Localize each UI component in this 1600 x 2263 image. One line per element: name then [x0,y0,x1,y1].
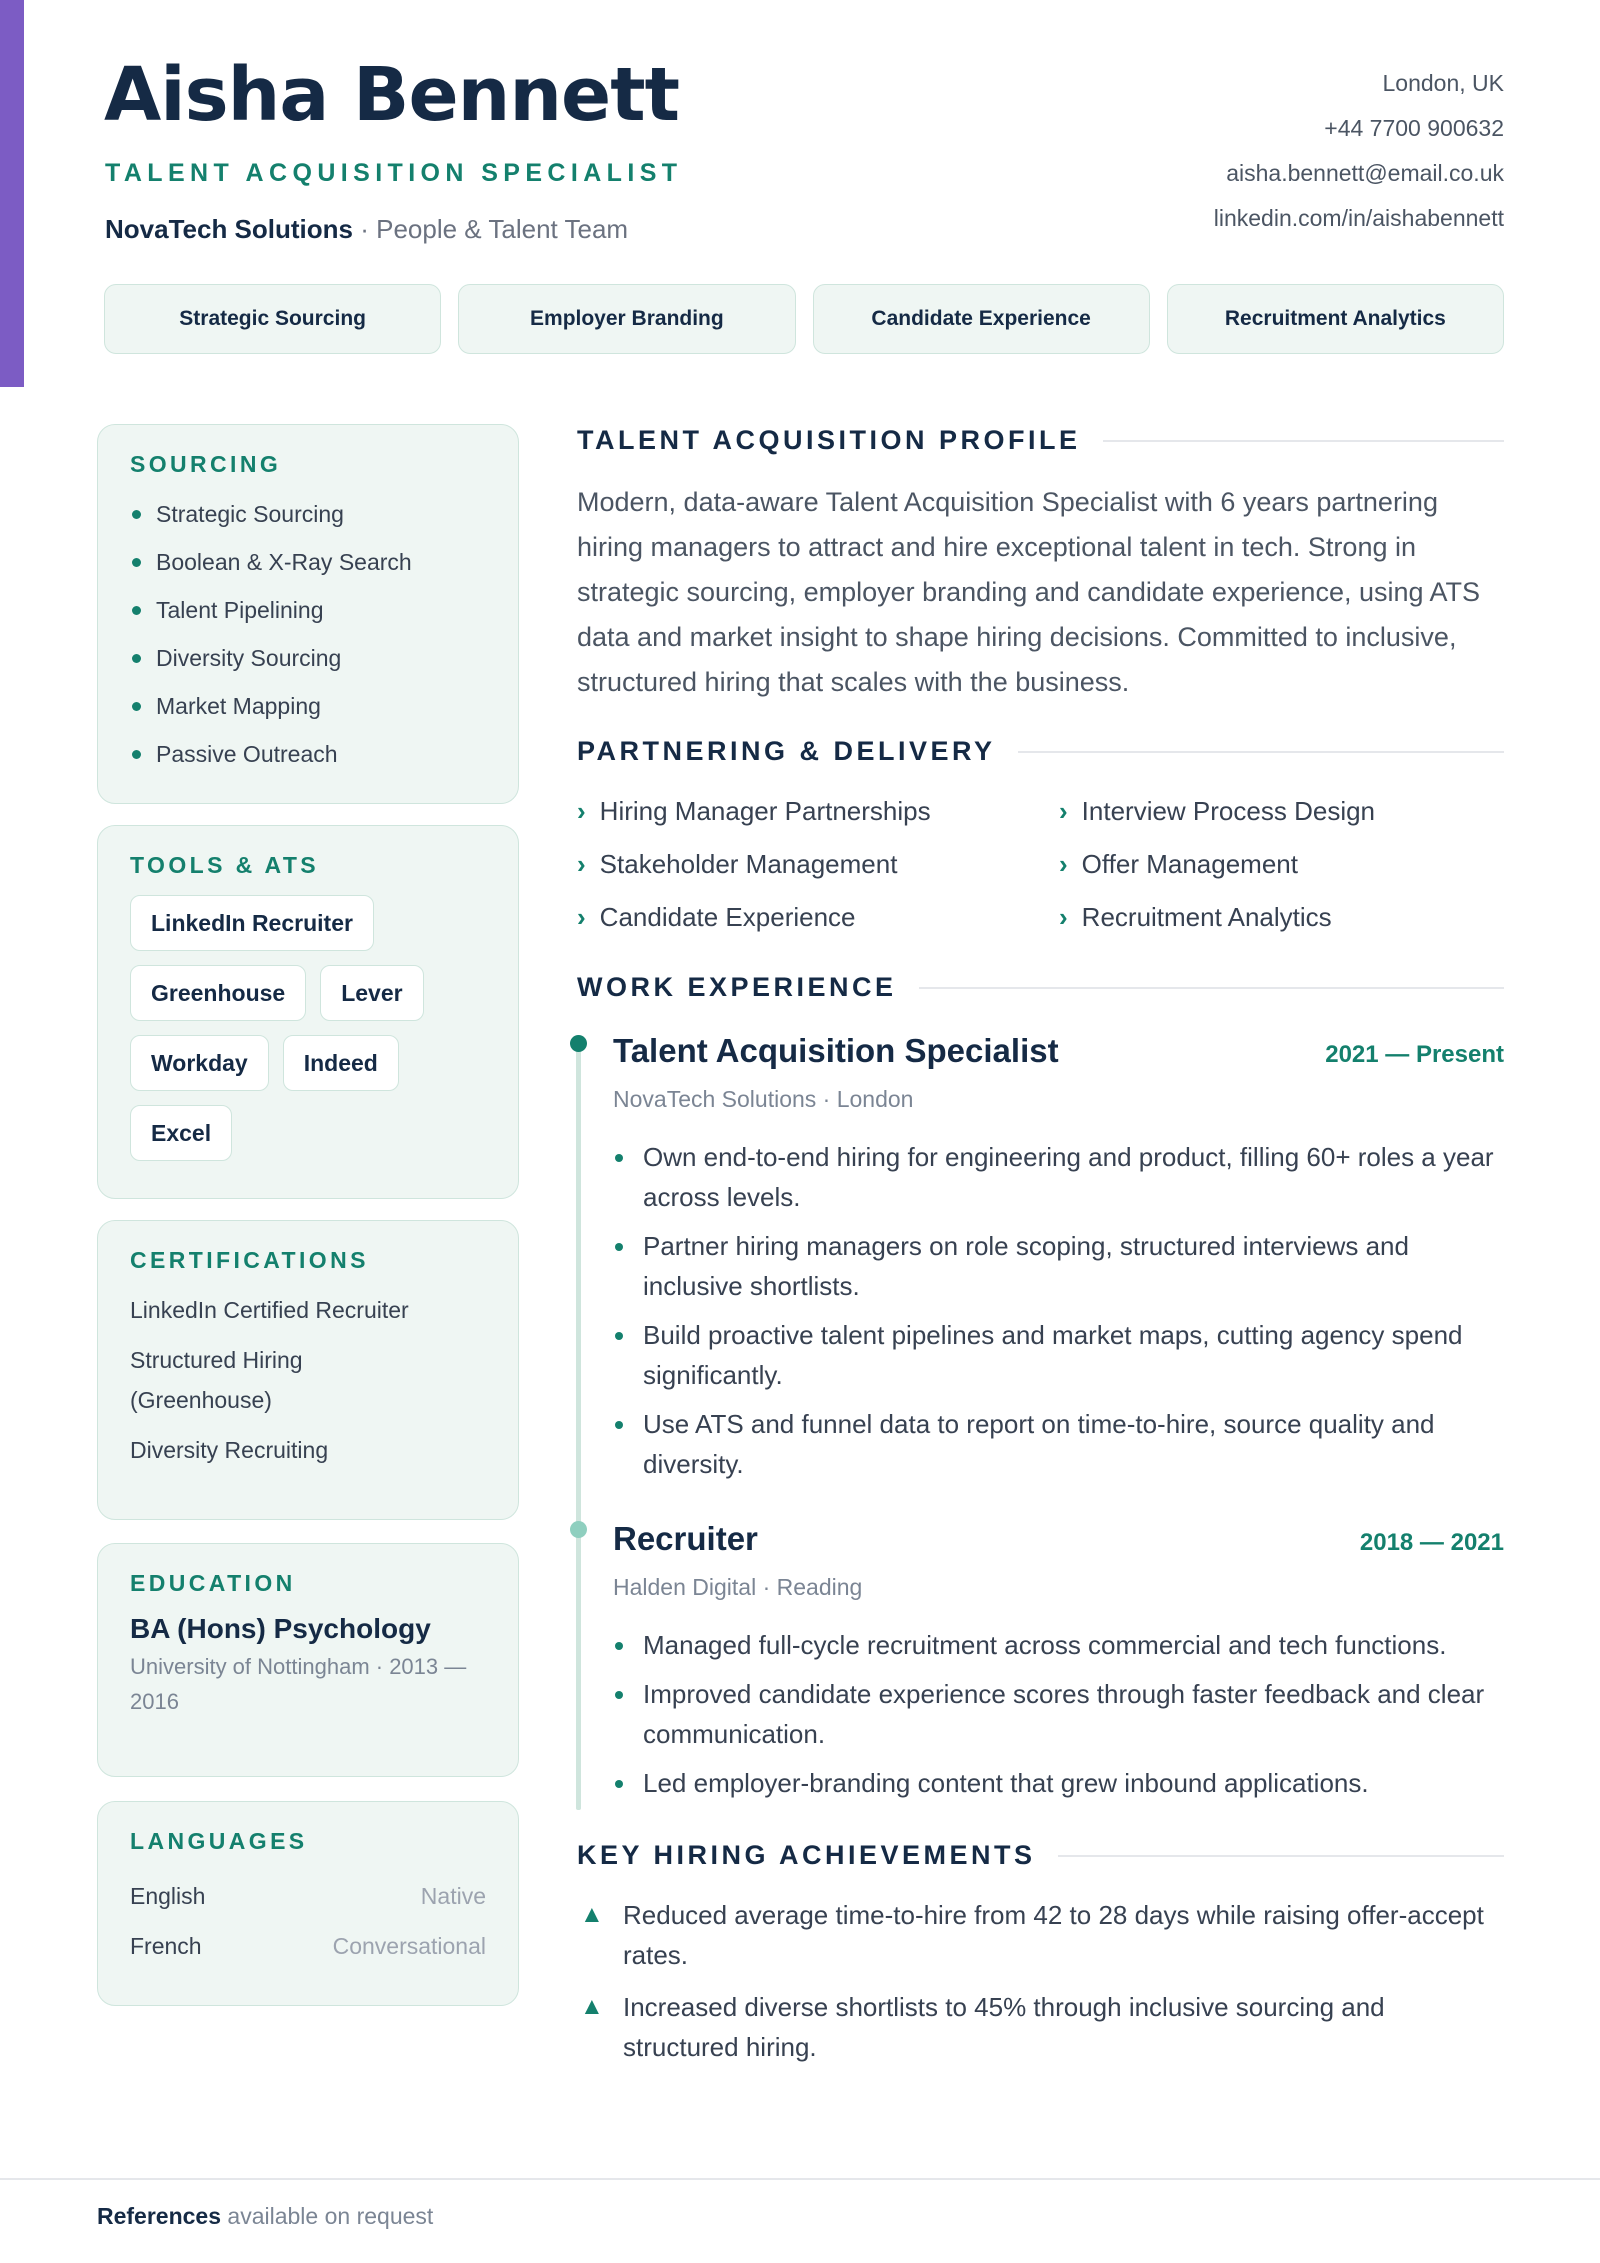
job-entry [613,1520,1504,1812]
company-line [105,214,628,245]
achievements-title: KEY HIRING ACHIEVEMENTS [577,1840,1036,1870]
profile-text: Modern, data-aware Talent Acquisition Specialist with 6 years partnering hiring managers to attract and hire exceptional talent in tech. Strong in strategic sourcing, employer branding and candidate experience, using ATS data and market insight to shape hiring decisions. Committed to inclusive, structured hiring that scales with the business. [577,487,1481,697]
list-item: Improved candidate experience scores through faster feedback and clear communication. [613,1674,1504,1754]
chevron-right-icon: › [1059,849,1068,879]
job-meta: Halden Digital · Reading [613,1574,863,1600]
footer-divider [0,2178,1600,2180]
tool-tag: Workday [130,1035,269,1091]
chevron-right-icon: › [1059,796,1068,826]
job-header [613,1032,1504,1070]
achievement-text: Reduced average time-to-hire from 42 to 28 days while raising offer-accept rates. [623,1900,1484,1970]
chevron-right-icon: › [577,902,586,932]
sourcing-title: SOURCING [130,451,282,477]
candidate-name: Aisha Bennett [104,52,679,138]
job-dates: 2018 — 2021 [1359,1529,1504,1556]
education-card [97,1543,519,1777]
triangle-up-icon: ▲ [580,1993,604,2020]
tool-tag: Indeed [283,1035,399,1091]
tool-tag: LinkedIn Recruiter [130,895,374,951]
achievement-item [577,1895,1504,1975]
divider [1018,751,1504,753]
list-item: Talent Pipelining [130,590,486,638]
achievements-heading [577,1840,1504,1871]
skill-chip: Recruitment Analytics [1167,284,1504,354]
certification-item: LinkedIn Certified Recruiter [130,1297,409,1323]
chevron-right-icon: › [1059,902,1068,932]
contact-email[interactable]: aisha.bennett@email.co.uk [1226,160,1504,186]
achievement-item [577,1987,1504,2067]
language-name: French [130,1933,202,1959]
education-school: University of Nottingham · 2013 — 2016 [130,1654,467,1714]
accent-bar [0,0,24,387]
footer-text: available on request [221,2203,434,2229]
list-item: Strategic Sourcing [130,494,486,542]
list-item: Passive Outreach [130,734,486,782]
partnering-item [577,843,1059,886]
tool-tag: Greenhouse [130,965,306,1021]
education-degree: BA (Hons) Psychology [130,1613,431,1644]
job-title: Talent Acquisition Specialist [613,1032,1059,1069]
languages-card [97,1801,519,2006]
profile-title: TALENT ACQUISITION PROFILE [577,425,1081,455]
chevron-right-icon: › [577,796,586,826]
list-item: Market Mapping [130,686,486,734]
partnering-label: Offer Management [1081,849,1298,879]
language-name: English [130,1883,206,1909]
partnering-item [1059,843,1504,886]
list-item: Own end-to-end hiring for engineering and product, filling 60+ roles a year across levels. [613,1137,1504,1217]
contact-block [1214,70,1504,250]
divider [1058,1855,1504,1857]
sourcing-card [97,424,519,804]
partnering-grid [577,790,1504,939]
contact-location: London, UK [1382,70,1504,96]
partnering-heading [577,736,1504,767]
profile-heading [577,425,1504,456]
partnering-label: Recruitment Analytics [1081,902,1332,932]
experience-heading [577,972,1504,1003]
tools-tags [130,895,460,1161]
list-item: Led employer-branding content that grew inbound applications. [613,1763,1504,1803]
list-item: Diversity Sourcing [130,638,486,686]
list-item: Use ATS and funnel data to report on time-to-hire, source quality and diversity. [613,1404,1504,1484]
language-row [130,1921,486,1971]
language-row [130,1871,486,1921]
job-meta: NovaTech Solutions · London [613,1086,914,1112]
certifications-title: CERTIFICATIONS [130,1247,369,1273]
footer-bold: References [97,2203,222,2229]
timeline-line [576,1042,581,1810]
certification-item: Structured Hiring (Greenhouse) [130,1347,303,1413]
team-name: · People & Talent Team [353,214,629,244]
partnering-label: Interview Process Design [1081,796,1376,826]
timeline-dot [570,1035,587,1052]
tools-title: TOOLS & ATS [130,852,320,878]
company-name: NovaTech Solutions [105,214,353,244]
triangle-up-icon: ▲ [580,1901,604,1928]
partnering-item [577,896,1059,939]
skill-chip: Employer Branding [458,284,795,354]
partnering-label: Stakeholder Management [599,849,898,879]
skill-chips [104,284,1504,354]
language-level: Conversational [332,1933,486,1959]
chevron-right-icon: › [577,849,586,879]
contact-phone[interactable]: +44 7700 900632 [1324,115,1504,141]
divider [919,987,1504,989]
job-dates: 2021 — Present [1325,1041,1504,1068]
partnering-item [577,790,1059,833]
tools-card [97,825,519,1199]
certification-item: Diversity Recruiting [130,1437,329,1463]
job-bullets [613,1137,1504,1484]
education-title: EDUCATION [130,1570,296,1596]
achievements-list [577,1895,1504,2079]
language-level: Native [420,1883,486,1909]
timeline-dot [570,1521,587,1538]
partnering-item [1059,896,1504,939]
tool-tag: Excel [130,1105,232,1161]
sourcing-list [130,494,486,782]
job-title: Recruiter [613,1520,758,1557]
contact-linkedin[interactable]: linkedin.com/in/aishabennett [1213,205,1504,231]
list-item: Build proactive talent pipelines and market maps, cutting agency spend significantly. [613,1315,1504,1395]
tool-tag: Lever [320,965,423,1021]
certifications-card [97,1220,519,1520]
partnering-label: Candidate Experience [599,902,856,932]
achievement-text: Increased diverse shortlists to 45% through inclusive sourcing and structured hiring. [623,1992,1385,2062]
partnering-item [1059,790,1504,833]
experience-title: WORK EXPERIENCE [577,972,897,1002]
languages-title: LANGUAGES [130,1828,308,1854]
list-item: Boolean & X-Ray Search [130,542,486,590]
job-bullets [613,1625,1504,1803]
partnering-title: PARTNERING & DELIVERY [577,736,996,766]
list-item: Partner hiring managers on role scoping, structured interviews and inclusive shortlists. [613,1226,1504,1306]
partnering-label: Hiring Manager Partnerships [599,796,931,826]
skill-chip: Strategic Sourcing [104,284,441,354]
job-role: TALENT ACQUISITION SPECIALIST [105,159,683,187]
divider [1103,440,1505,442]
skill-chip: Candidate Experience [813,284,1150,354]
list-item: Managed full-cycle recruitment across commercial and tech functions. [613,1625,1504,1665]
footer-note [97,2203,433,2230]
job-header [613,1520,1504,1558]
job-entry [613,1032,1504,1493]
